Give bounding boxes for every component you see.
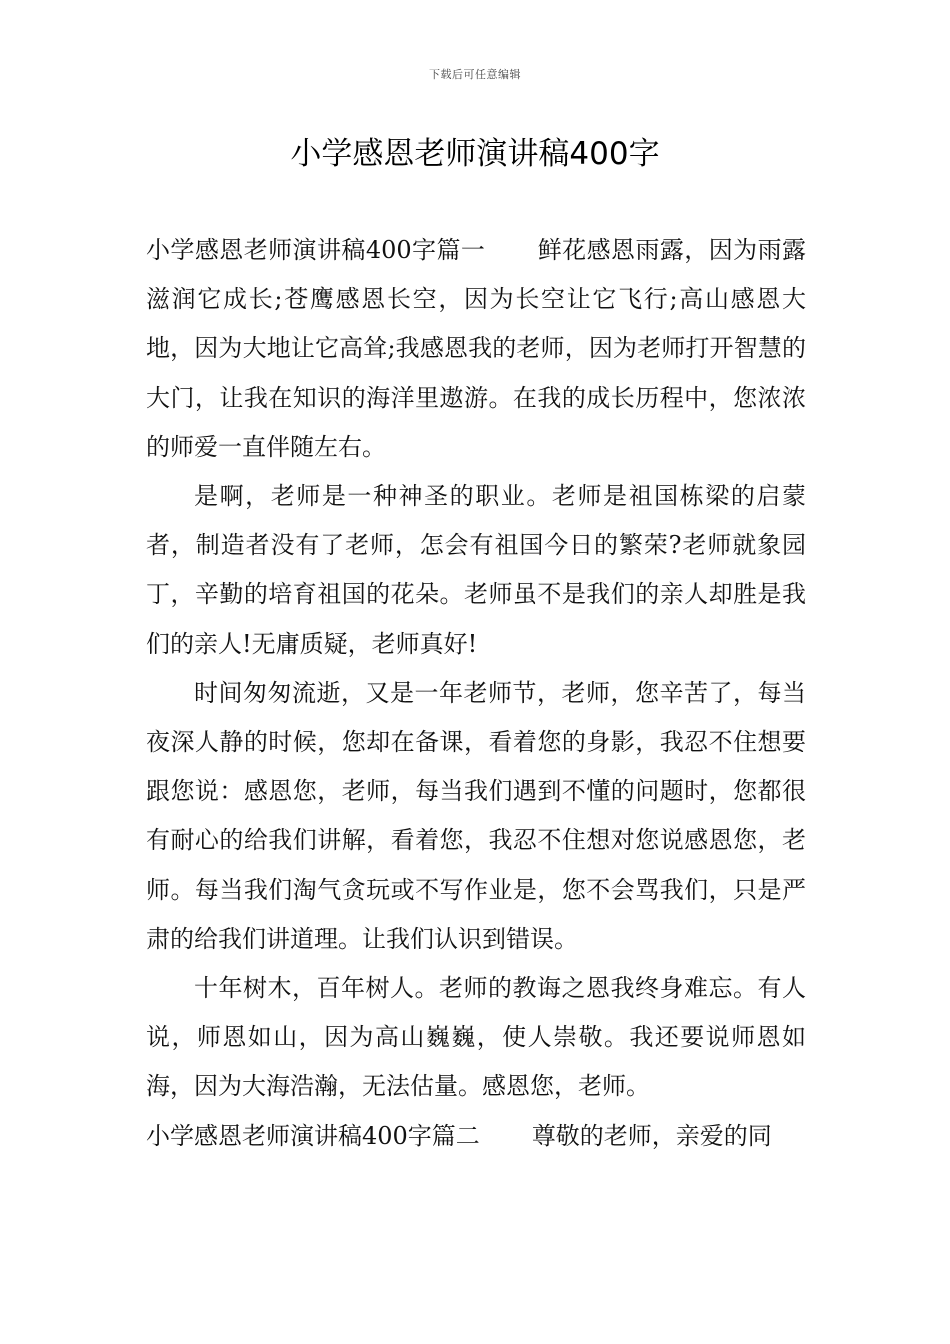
header-note: 下载后可任意编辑: [429, 68, 521, 81]
paragraph-5: [146, 1112, 806, 1161]
paragraph-5-text: 尊敬的老师，亲爱的同: [531, 1121, 772, 1150]
document-title: 小学感恩老师演讲稿400字: [290, 136, 660, 172]
paragraph-2: 是啊，老师是一种神圣的职业。老师是祖国栋梁的启蒙者，制造者没有了老师，怎会有祖国今日的繁荣?老师就象园丁，辛勤的培育祖国的花朵。老师虽不是我们的亲人却胜是我们的亲人!无庸质疑，老师真好!: [146, 482, 806, 658]
paragraph-4: 十年树木，百年树人。老师的教诲之恩我终身难忘。有人说，师恩如山，因为高山巍巍，使人崇敬。我还要说师恩如海，因为大海浩瀚，无法估量。感恩您，老师。: [146, 974, 806, 1101]
paragraph-1-text: 鲜花感恩雨露，因为雨露滋润它成长;苍鹰感恩长空，因为长空让它飞行;高山感恩大地，因为大地让它高耸;我感恩我的老师，因为老师打开智慧的大门，让我在知识的海洋里遨游。在我的成长历程中，您浓浓的师爱一直伴随左右。: [146, 236, 806, 461]
section-heading-2: 小学感恩老师演讲稿400字篇二: [146, 1121, 480, 1150]
paragraph-1: [146, 226, 806, 472]
section-heading-1: 小学感恩老师演讲稿400字篇一: [146, 236, 486, 264]
paragraph-3: 时间匆匆流逝，又是一年老师节，老师，您辛苦了，每当夜深人静的时候，您却在备课，看着您的身影，我忍不住想要跟您说：感恩您，老师，每当我们遇到不懂的问题时，您都很有耐心的给我们讲解，看着您，我忍不住想对您说感恩您，老师。每当我们淘气贪玩或不写作业是，您不会骂我们，只是严肃的给我们讲道理。让我们认识到错误。: [146, 678, 806, 953]
document-body: [146, 226, 806, 1161]
